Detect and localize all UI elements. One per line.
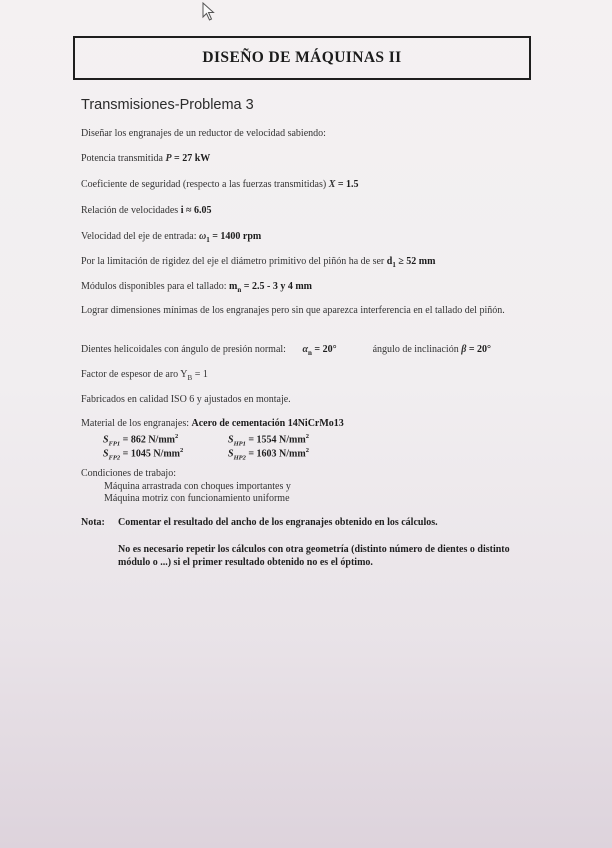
- page-title: DISEÑO DE MÁQUINAS II: [202, 49, 402, 66]
- conditions-driver: Máquina motriz con funcionamiento uniforme: [104, 493, 290, 504]
- alpha-symbol: α: [302, 344, 308, 355]
- speed-value: = 1400 rpm: [209, 231, 262, 242]
- ratio-value: i ≈ 6.05: [180, 205, 212, 216]
- pressure-subscript: n: [308, 349, 312, 357]
- power-value: = 27 kW: [171, 153, 211, 164]
- sfp2-value: = 1045 N/mm: [120, 448, 180, 460]
- safety-label: Coeficiente de seguridad (respecto a las fuerzas transmitidas): [81, 179, 329, 190]
- modules-value: = 2.5 - 3 y 4 mm: [241, 281, 312, 292]
- ratio-line: [81, 205, 211, 217]
- rim-line: [81, 369, 208, 384]
- rim-label: Factor de espesor de aro Y: [81, 369, 188, 380]
- material-value: Acero de cementación 14NiCrMo13: [191, 418, 344, 429]
- power-label: Potencia transmitida: [81, 153, 166, 164]
- quality-line: [81, 394, 291, 406]
- shp2-value: = 1603 N/mm: [245, 448, 306, 460]
- sfp1-value: = 862 N/mm: [120, 434, 175, 446]
- shp2-subscript: HP2: [233, 454, 246, 462]
- shp1-exponent: 2: [305, 433, 309, 440]
- helical-label: Dientes helicoidales con ángulo de presión normal:: [81, 344, 289, 355]
- sfp2-exponent: 2: [179, 447, 184, 454]
- material-label: Material de los engranajes:: [81, 418, 192, 429]
- intro-line: [81, 128, 326, 140]
- note-paragraph: No es necesario repetir los cálculos con otra geometría (distinto número de dientes o distinto módulo o ...) si el primer resultado obtenido no es el óptimo.: [118, 544, 510, 568]
- note-label: Nota:: [81, 517, 105, 528]
- power-line: [81, 153, 210, 165]
- conditions-driven: Máquina arrastrada con choques importantes y: [104, 481, 291, 492]
- dimensions-line: [81, 305, 531, 317]
- rigidity-symbol: d: [386, 256, 393, 267]
- rim-subscript: B: [187, 374, 193, 382]
- intro-text: Diseñar los engranajes de un reductor de velocidad sabiendo:: [81, 128, 326, 139]
- speed-subscript: 1: [206, 236, 210, 244]
- material-line: [81, 418, 344, 430]
- shp1-symbol: S: [228, 434, 234, 446]
- power-symbol: P: [165, 153, 172, 164]
- shp1-subscript: HP1: [233, 440, 246, 448]
- speed-line: [81, 231, 261, 246]
- rigidity-line: [81, 256, 435, 271]
- inclination-value: = 20°: [466, 344, 492, 355]
- speed-label: Velocidad del eje de entrada:: [81, 231, 199, 242]
- dimensions-text: Lograr dimensiones mínimas de los engranajes pero sin que aparezca interferencia en el tallado del piñón.: [81, 305, 505, 316]
- sfp1-symbol: S: [103, 434, 109, 446]
- shp2-exponent: 2: [305, 447, 309, 454]
- conditions-title: Condiciones de trabajo:: [81, 468, 176, 479]
- stress-sfp2: [103, 445, 183, 464]
- omega-symbol: ω: [199, 231, 207, 242]
- rigidity-value: ≥ 52 mm: [395, 256, 436, 267]
- modules-subscript: n: [237, 286, 242, 294]
- note-line1: Comentar el resultado del ancho de los engranajes obtenido en los cálculos.: [118, 517, 438, 528]
- inclination-label: ángulo de inclinación: [372, 344, 462, 355]
- ratio-label: Relación de velocidades: [81, 205, 181, 216]
- safety-symbol: X: [328, 179, 336, 190]
- stress-shp2: [228, 445, 309, 464]
- problem-subtitle: Transmisiones-Problema 3: [81, 97, 254, 113]
- sfp2-symbol: S: [103, 448, 109, 460]
- rigidity-subscript: 1: [392, 261, 396, 269]
- mouse-pointer-icon: [202, 2, 216, 22]
- quality-text: Fabricados en calidad ISO 6 y ajustados en montaje.: [81, 394, 291, 405]
- rim-value: = 1: [192, 369, 208, 380]
- modules-symbol: m: [229, 281, 238, 292]
- pressure-value: = 20°: [311, 344, 337, 355]
- rigidity-label: Por la limitación de rigidez del eje el diámetro primitivo del piñón ha de ser: [81, 256, 387, 267]
- sfp1-exponent: 2: [174, 433, 179, 440]
- title-box: [73, 36, 531, 80]
- sfp1-subscript: FP1: [108, 440, 121, 448]
- safety-value: = 1.5: [335, 179, 359, 190]
- helical-line: [81, 344, 491, 359]
- modules-line: [81, 281, 312, 296]
- sfp2-subscript: FP2: [108, 454, 121, 462]
- shp2-symbol: S: [228, 448, 234, 460]
- safety-line: [81, 179, 359, 191]
- modules-label: Módulos disponibles para el tallado:: [81, 281, 230, 292]
- beta-symbol: β: [461, 344, 467, 355]
- shp1-value: = 1554 N/mm: [245, 434, 306, 446]
